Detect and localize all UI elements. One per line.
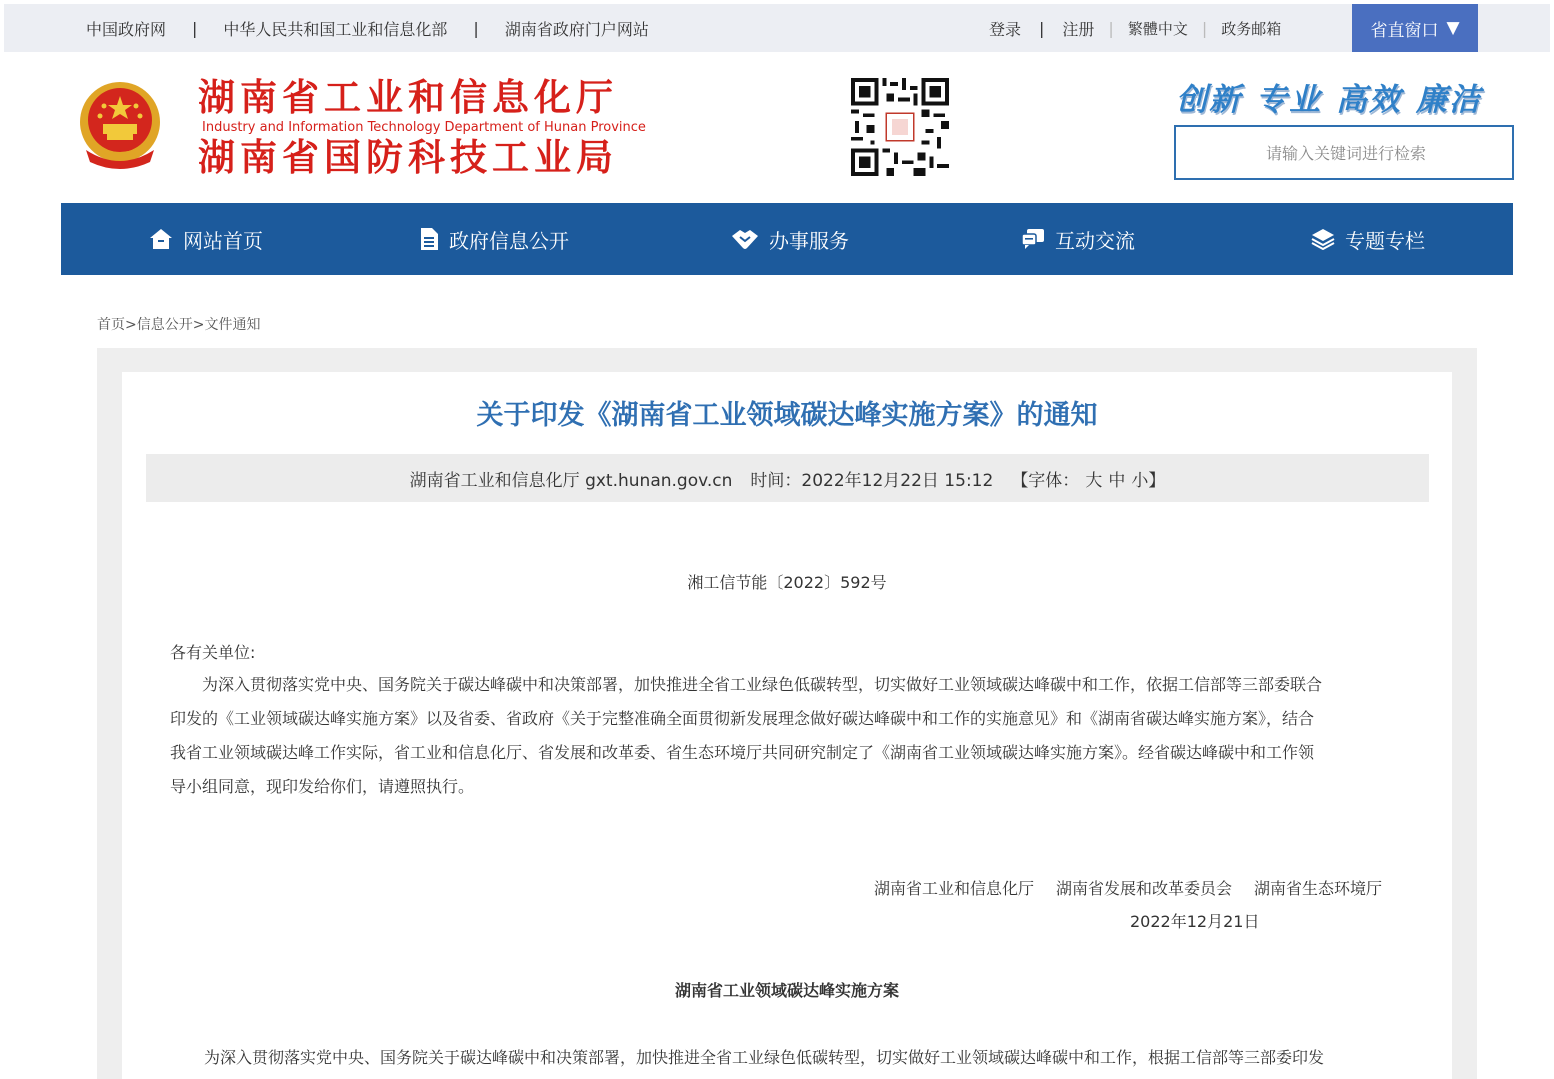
issuer: 湖南省发展和改革委员会: [1056, 879, 1233, 898]
nav-label: 政府信息公开: [449, 228, 569, 253]
slogan-word: 专业: [1256, 82, 1322, 118]
home-icon: [149, 228, 173, 250]
link-miit[interactable]: 中华人民共和国工业和信息化部: [223, 19, 448, 39]
gov-mail-link[interactable]: 政务邮箱: [1221, 19, 1282, 38]
nav-item-services[interactable]: [731, 203, 849, 275]
top-bar: [4, 4, 1550, 52]
nav-item-interaction[interactable]: [1021, 203, 1135, 275]
provincial-portal-button[interactable]: [1352, 4, 1478, 52]
separator: |: [192, 18, 198, 38]
paragraph-line: 我省工业领域碳达峰工作实际，省工业和信息化厅、省发展和改革委、省生态环境厅共同研究制定了《湖南省工业领域碳达峰实施方案》。经省碳达峰碳中和工作领: [170, 743, 1315, 762]
plan-paragraph: 为深入贯彻落实党中央、国务院关于碳达峰碳中和决策部署，加快推进全省工业绿色低碳转型，切实做好工业领域碳达峰碳中和工作，根据工信部等三部委印发: [204, 1048, 1325, 1067]
breadcrumb[interactable]: 首页>信息公开>文件通知: [97, 317, 261, 333]
article-meta: [146, 454, 1429, 502]
document-number: 湘工信节能〔2022〕592号: [687, 573, 887, 592]
paragraph-line: 为深入贯彻落实党中央、国务院关于碳达峰碳中和决策部署，加快推进全省工业绿色低碳转型，切实做好工业领域碳达峰碳中和工作，依据工信部等三部委联合: [170, 675, 1323, 694]
slogan: [1176, 74, 1512, 118]
link-gov-cn[interactable]: 中国政府网: [86, 19, 167, 39]
handshake-icon: [731, 228, 759, 250]
chat-icon: [1021, 228, 1045, 250]
slogan-word: 廉洁: [1416, 82, 1482, 118]
nav-item-home[interactable]: [149, 203, 263, 275]
nav-label: 网站首页: [183, 228, 263, 253]
font-size-close: 】: [1148, 470, 1166, 491]
separator: |: [1201, 18, 1208, 38]
link-hunan-portal[interactable]: 湖南省政府门户网站: [504, 19, 649, 39]
article-time: 时间：2022年12月22日 15:12: [750, 470, 994, 491]
issuer: 湖南省工业和信息化厅: [874, 879, 1035, 898]
font-size-small-button[interactable]: 小: [1131, 470, 1149, 491]
separator: |: [473, 18, 479, 38]
top-links-left: [86, 4, 649, 52]
brand-block[interactable]: [198, 76, 646, 180]
site-name-english: Industry and Information Technology Department of Hunan Province: [202, 120, 646, 135]
font-size-large-button[interactable]: 大: [1085, 470, 1103, 491]
layers-icon: [1311, 228, 1335, 250]
login-link[interactable]: 登录: [989, 19, 1022, 39]
separator: |: [1039, 18, 1045, 38]
separator: |: [1108, 18, 1114, 38]
slogan-word: 高效: [1336, 82, 1402, 118]
register-link[interactable]: 注册: [1062, 19, 1095, 39]
article-paragraph: [170, 668, 1402, 804]
search-box: [1174, 125, 1514, 180]
nav-label: 互动交流: [1055, 228, 1135, 253]
font-size-label: 【字体：: [1011, 470, 1080, 491]
issue-date: 2022年12月21日: [1130, 912, 1260, 931]
nav-label: 办事服务: [769, 228, 849, 253]
search-input[interactable]: [1176, 127, 1516, 180]
site-name-secondary: 湖南省国防科技工业局: [198, 136, 618, 179]
nav-label: 专题专栏: [1345, 228, 1425, 253]
issuers: [874, 876, 1382, 899]
article-title: 关于印发《湖南省工业领域碳达峰实施方案》的通知: [476, 400, 1098, 431]
slogan-word: 创新: [1176, 82, 1242, 118]
nav-item-gov-info[interactable]: [419, 203, 569, 275]
paragraph-line: 导小组同意，现印发给你们，请遵照执行。: [170, 777, 475, 796]
issuer: 湖南省生态环境厅: [1254, 879, 1383, 898]
paragraph-line: 印发的《工业领域碳达峰实施方案》以及省委、省政府《关于完整准确全面贯彻新发展理念做好碳达峰碳中和工作的实施意见》和《湖南省碳达峰实施方案》，结合: [170, 709, 1315, 728]
salutation: 各有关单位:: [170, 643, 256, 662]
site-name-primary: 湖南省工业和信息化厅: [198, 76, 618, 119]
main-nav: [61, 203, 1513, 275]
document-icon: [419, 227, 439, 251]
top-links-right: [989, 4, 1281, 52]
traditional-chinese-link[interactable]: 繁體中文: [1127, 19, 1188, 38]
nav-item-topics[interactable]: [1311, 203, 1425, 275]
font-size-medium-button[interactable]: 中: [1108, 470, 1126, 491]
plan-title: 湖南省工业领域碳达峰实施方案: [674, 981, 899, 1000]
dropdown-arrow-icon: ▼: [1446, 18, 1460, 38]
article-source: 湖南省工业和信息化厅 gxt.hunan.gov.cn: [409, 470, 733, 491]
national-emblem-icon: [76, 80, 164, 172]
qr-code-icon: [850, 78, 950, 176]
portal-button-label: 省直窗口: [1370, 20, 1439, 41]
